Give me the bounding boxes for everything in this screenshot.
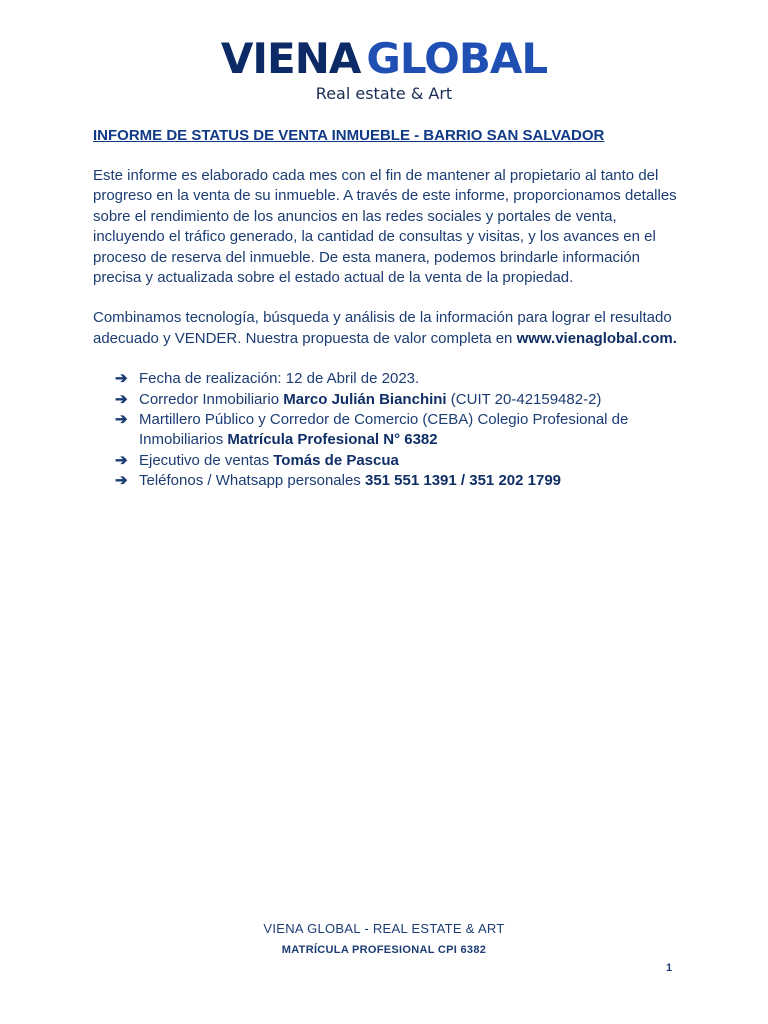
website-link[interactable]: www.vienaglobal.com. [516,329,677,347]
list-item-executive [93,451,683,471]
arrow-right-icon: ➔ [115,370,128,388]
report-date: Fecha de realización: 12 de Abril de 2023. [139,370,420,388]
page-footer [0,920,768,956]
logo-word-global: GLOBAL [366,34,548,83]
value-proposition-text: Combinamos tecnología, búsqueda y análisis de la información para lograr el resultado adecuado y VENDER. Nuestra propuesta de valor completa en [93,309,672,347]
list-item-date [93,369,683,389]
list-item-broker [93,390,683,410]
value-proposition-paragraph [93,308,683,349]
executive-name: Tomás de Pascua [273,451,399,469]
document-body [93,126,683,492]
brand-logo [0,34,768,104]
footer-license: MATRÍCULA PROFESIONAL CPI 6382 [281,944,487,956]
auctioneer-license: Matrícula Profesional N° 6382 [227,431,438,449]
arrow-right-icon: ➔ [115,390,128,408]
list-item-phones [93,471,683,491]
details-list [93,369,683,491]
logo-word-viena: VIENA [220,34,361,83]
arrow-right-icon: ➔ [115,472,128,490]
broker-cuit: (CUIT 20-42159482-2) [450,390,602,408]
auctioneer-label: Martillero Público y Corredor de Comercio (CEBA) Colegio Profesional de Inmobiliarios [139,411,629,449]
phone-numbers: 351 551 1391 / 351 202 1799 [364,472,562,490]
list-item-auctioneer [93,410,683,451]
intro-paragraph: Este informe es elaborado cada mes con el fin de mantener al propietario al tanto del progreso en la venta de su inmueble. A través de este informe, proporcionamos detalles sobre el rendimiento de los anuncios en las redes sociales y portales de venta, incluyendo el tráfico generado, la cantidad de consultas y visitas, y los avances en el proceso de reserva del inmueble. De esta manera, podemos brindarle información precisa y actualizada sobre el estado actual de la venta de la propiedad. [93,167,677,287]
footer-company: VIENA GLOBAL - REAL ESTATE & ART [263,921,505,936]
arrow-right-icon: ➔ [115,411,128,429]
broker-label: Corredor Inmobiliario [139,390,280,408]
page-number: 1 [666,962,673,974]
executive-label: Ejecutivo de ventas [139,451,270,469]
logo-tagline: Real estate & Art [315,84,453,103]
document-title: INFORME DE STATUS DE VENTA INMUEBLE - BARRIO SAN SALVADOR [93,127,605,144]
logo-wordmark [0,34,768,84]
phones-label: Teléfonos / Whatsapp personales [139,472,361,490]
arrow-right-icon: ➔ [115,451,128,469]
broker-name: Marco Julián Bianchini [283,390,447,408]
